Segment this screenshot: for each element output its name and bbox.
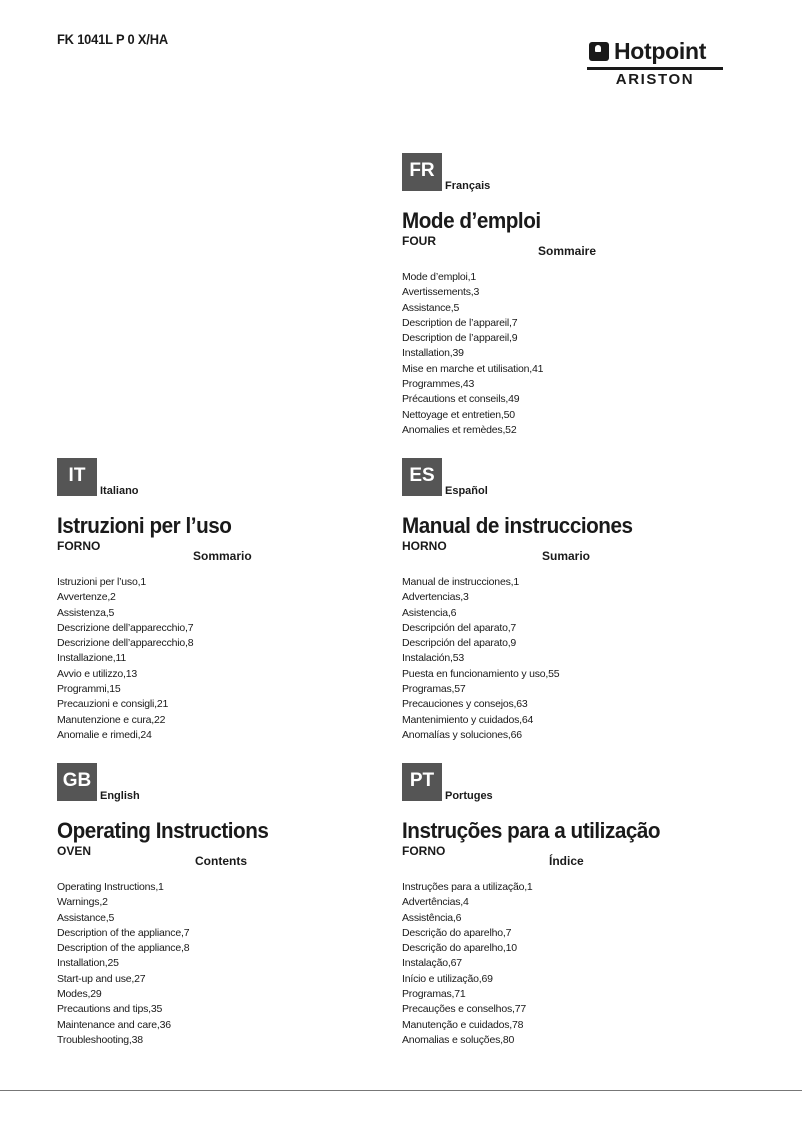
toc-item[interactable]: Descrição do aparelho,10 — [402, 942, 517, 955]
toc-item[interactable]: Warnings,2 — [57, 896, 108, 909]
toc-item[interactable]: Start-up and use,27 — [57, 972, 146, 985]
toc-item[interactable]: Programas,57 — [402, 683, 466, 696]
toc-item[interactable]: Nettoyage et entretien,50 — [402, 408, 515, 421]
section-title: Istruzioni per l’uso — [57, 513, 232, 538]
model-number: FK 1041L P 0 X/HA — [57, 31, 168, 47]
toc-item[interactable]: Description de l’appareil,9 — [402, 332, 518, 345]
brand-sub: ARISTON — [615, 71, 695, 88]
table-of-contents — [402, 270, 543, 438]
product-label: OVEN — [57, 844, 92, 858]
product-label: HORNO — [402, 539, 447, 553]
toc-item[interactable]: Assistance,5 — [402, 301, 460, 314]
toc-item[interactable]: Anomalies et remèdes,52 — [402, 423, 517, 436]
toc-item[interactable]: Précautions et conseils,49 — [402, 393, 520, 406]
toc-item[interactable]: Precauciones y consejos,63 — [402, 698, 528, 711]
language-label: Français — [445, 180, 491, 192]
toc-item[interactable]: Advertências,4 — [402, 896, 469, 909]
contents-heading: Índice — [549, 854, 584, 868]
language-badge: IT — [57, 458, 97, 496]
toc-item[interactable]: Manutenzione e cura,22 — [57, 713, 166, 726]
toc-item[interactable]: Istruzioni per l’uso,1 — [57, 576, 146, 588]
toc-item[interactable]: Description de l’appareil,7 — [402, 316, 518, 329]
toc-item[interactable]: Precautions and tips,35 — [57, 1003, 163, 1016]
toc-item[interactable]: Descripción del aparato,7 — [402, 621, 517, 634]
language-badge: ES — [402, 458, 442, 496]
toc-item[interactable]: Installation,39 — [402, 347, 464, 360]
toc-item[interactable]: Description of the appliance,7 — [57, 926, 190, 939]
section-title: Instruções para a utilização — [402, 818, 661, 843]
product-label: FORNO — [402, 844, 446, 858]
section-es — [402, 458, 782, 758]
section-title: Manual de instrucciones — [402, 513, 633, 538]
toc-item[interactable]: Assistenza,5 — [57, 606, 115, 619]
toc-item[interactable]: Puesta en funcionamiento y uso,55 — [402, 667, 560, 680]
toc-item[interactable]: Descrizione dell’apparecchio,7 — [57, 621, 194, 634]
language-label: English — [100, 790, 140, 802]
section-title: Mode d’emploi — [402, 208, 541, 233]
section-gb — [57, 763, 437, 1063]
toc-item[interactable]: Precauções e conselhos,77 — [402, 1003, 526, 1016]
language-badge: FR — [402, 153, 442, 191]
toc-item[interactable]: Mise en marche et utilisation,41 — [402, 362, 544, 375]
logo-divider — [587, 67, 723, 70]
toc-item[interactable]: Advertencias,3 — [402, 591, 469, 604]
table-of-contents — [402, 575, 559, 743]
language-badge: PT — [402, 763, 442, 801]
toc-item[interactable]: Assistance,5 — [57, 911, 115, 924]
brand-name: Hotpoint — [614, 38, 707, 64]
section-fr — [402, 153, 782, 453]
toc-item[interactable]: Manutenção e cuidados,78 — [402, 1018, 524, 1031]
toc-item[interactable]: Installazione,11 — [57, 652, 126, 665]
language-label: Italiano — [100, 485, 139, 497]
toc-item[interactable]: Avertissements,3 — [402, 286, 480, 299]
toc-item[interactable]: Descrizione dell’apparecchio,8 — [57, 637, 194, 650]
contents-heading: Sumario — [542, 549, 591, 563]
toc-item[interactable]: Manual de instrucciones,1 — [402, 576, 519, 588]
toc-item[interactable]: Anomalías y soluciones,66 — [402, 728, 522, 741]
toc-item[interactable]: Início e utilização,69 — [402, 972, 493, 985]
table-of-contents — [57, 880, 189, 1048]
toc-item[interactable]: Programmi,15 — [57, 683, 121, 696]
contents-heading: Sommaire — [538, 244, 597, 258]
toc-item[interactable]: Asistencia,6 — [402, 606, 457, 619]
toc-item[interactable]: Installation,25 — [57, 957, 119, 970]
toc-item[interactable]: Assistência,6 — [402, 911, 462, 924]
toc-item[interactable]: Maintenance and care,36 — [57, 1018, 171, 1031]
brand-logo — [587, 38, 725, 90]
toc-item[interactable]: Mantenimiento y cuidados,64 — [402, 713, 534, 726]
toc-item[interactable]: Descripción del aparato,9 — [402, 637, 517, 650]
toc-item[interactable]: Instalação,67 — [402, 957, 462, 970]
toc-item[interactable]: Mode d’emploi,1 — [402, 271, 477, 283]
toc-item[interactable]: Avvertenze,2 — [57, 591, 116, 604]
section-pt — [402, 763, 782, 1063]
contents-heading: Contents — [195, 854, 247, 868]
table-of-contents — [402, 880, 533, 1048]
section-it — [57, 458, 437, 758]
toc-item[interactable]: Troubleshooting,38 — [57, 1033, 143, 1046]
toc-item[interactable]: Avvio e utilizzo,13 — [57, 667, 138, 680]
toc-item[interactable]: Description of the appliance,8 — [57, 942, 190, 955]
toc-item[interactable]: Programas,71 — [402, 988, 466, 1001]
toc-item[interactable]: Instalación,53 — [402, 652, 464, 665]
contents-heading: Sommario — [193, 549, 252, 563]
toc-item[interactable]: Precauzioni e consigli,21 — [57, 698, 169, 711]
hotpoint-logo-icon — [589, 42, 609, 61]
toc-item[interactable]: Anomalias e soluções,80 — [402, 1033, 515, 1046]
toc-item[interactable]: Operating Instructions,1 — [57, 881, 164, 893]
language-label: Español — [445, 485, 488, 497]
toc-item[interactable]: Descrição do aparelho,7 — [402, 926, 512, 939]
product-label: FORNO — [57, 539, 101, 553]
language-badge: GB — [57, 763, 97, 801]
section-title: Operating Instructions — [57, 818, 269, 843]
language-label: Portuges — [445, 790, 493, 802]
footer-divider — [0, 1090, 802, 1091]
toc-item[interactable]: Instruções para a utilização,1 — [402, 881, 533, 893]
toc-item[interactable]: Modes,29 — [57, 988, 102, 1001]
product-label: FOUR — [402, 234, 436, 248]
toc-item[interactable]: Anomalie e rimedi,24 — [57, 728, 152, 741]
table-of-contents — [57, 575, 193, 743]
toc-item[interactable]: Programmes,43 — [402, 378, 475, 391]
